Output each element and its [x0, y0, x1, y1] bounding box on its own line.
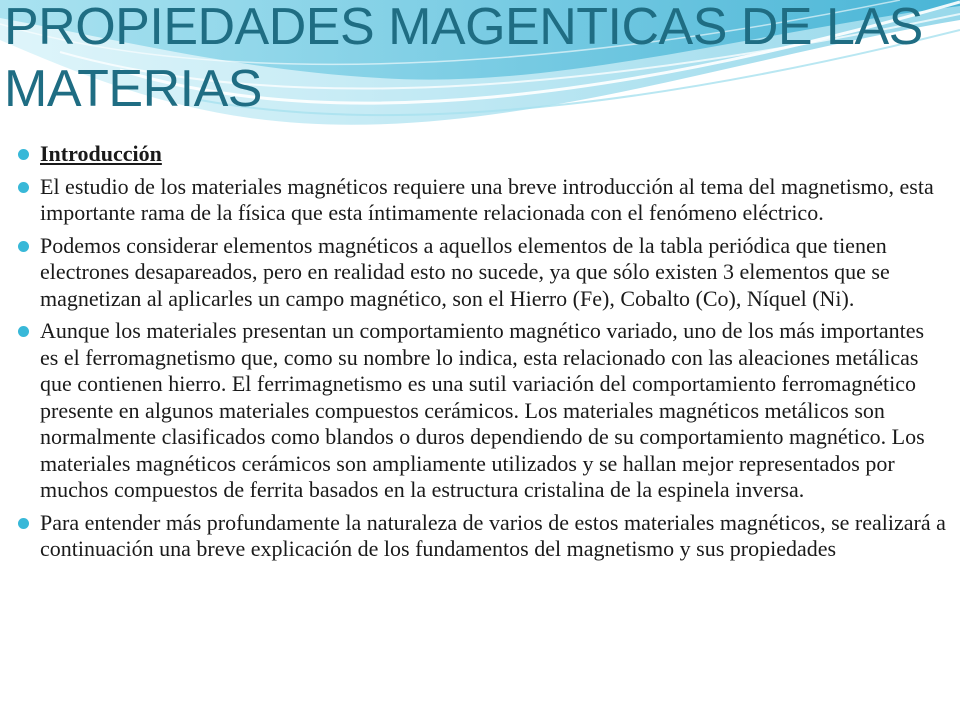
bullet-dot-icon [18, 149, 29, 160]
bullet-dot-icon [18, 182, 29, 193]
bullet-introduccion [16, 141, 946, 168]
bullet-ferromagnetismo [16, 318, 946, 504]
bullet-dot-icon [18, 326, 29, 337]
bullet-dot-icon [18, 518, 29, 529]
bullet-list [16, 141, 946, 569]
bullet-dot-icon [18, 241, 29, 252]
bullet-text: El estudio de los materiales magnéticos requiere una breve introducción al tema del magnetismo, esta importante rama de la física que esta íntimamente relacionada con el fenómeno eléctrico. [40, 173, 934, 225]
bullet-text: Para entender más profundamente la naturaleza de varios de estos materiales magnéticos, se realizará a continuación una breve explicación de los fundamentos del magnetismo y sus propiedades [40, 509, 946, 561]
bullet-estudio [16, 174, 946, 227]
section-heading: Introducción [40, 141, 162, 166]
bullet-fundamentos [16, 510, 946, 563]
bullet-elementos [16, 233, 946, 313]
slide-title: PROPIEDADES MAGENTICAS DE LAS MATERIAS [4, 0, 923, 118]
bullet-text: Aunque los materiales presentan un comportamiento magnético variado, uno de los más importantes es el ferromagnetismo que, como su nombre lo indica, esta relacionado con las aleaciones metálicas que contienen hierro. El ferrimagnetismo es una sutil variación del comportamiento ferromagnético presente en algunos materiales compuestos cerámicos. Los materiales magnéticos metálicos son normalmente clasificados como blandos o duros dependiendo de su comportamiento magnético. Los materiales magnéticos cerámicos son ampliamente utilizados y se hallan mejor representados por muchos compuestos de ferrita basados en la estructura cristalina de la espinela inversa. [40, 318, 925, 502]
bullet-text: Podemos considerar elementos magnéticos a aquellos elementos de la tabla periódica que tienen electrones desapareados, pero en realidad esto no sucede, ya que sólo existen 3 elementos que se magnetizan al aplicarles un campo magnético, son el Hierro (Fe), Cobalto (Co), Níquel (Ni). [40, 232, 890, 311]
